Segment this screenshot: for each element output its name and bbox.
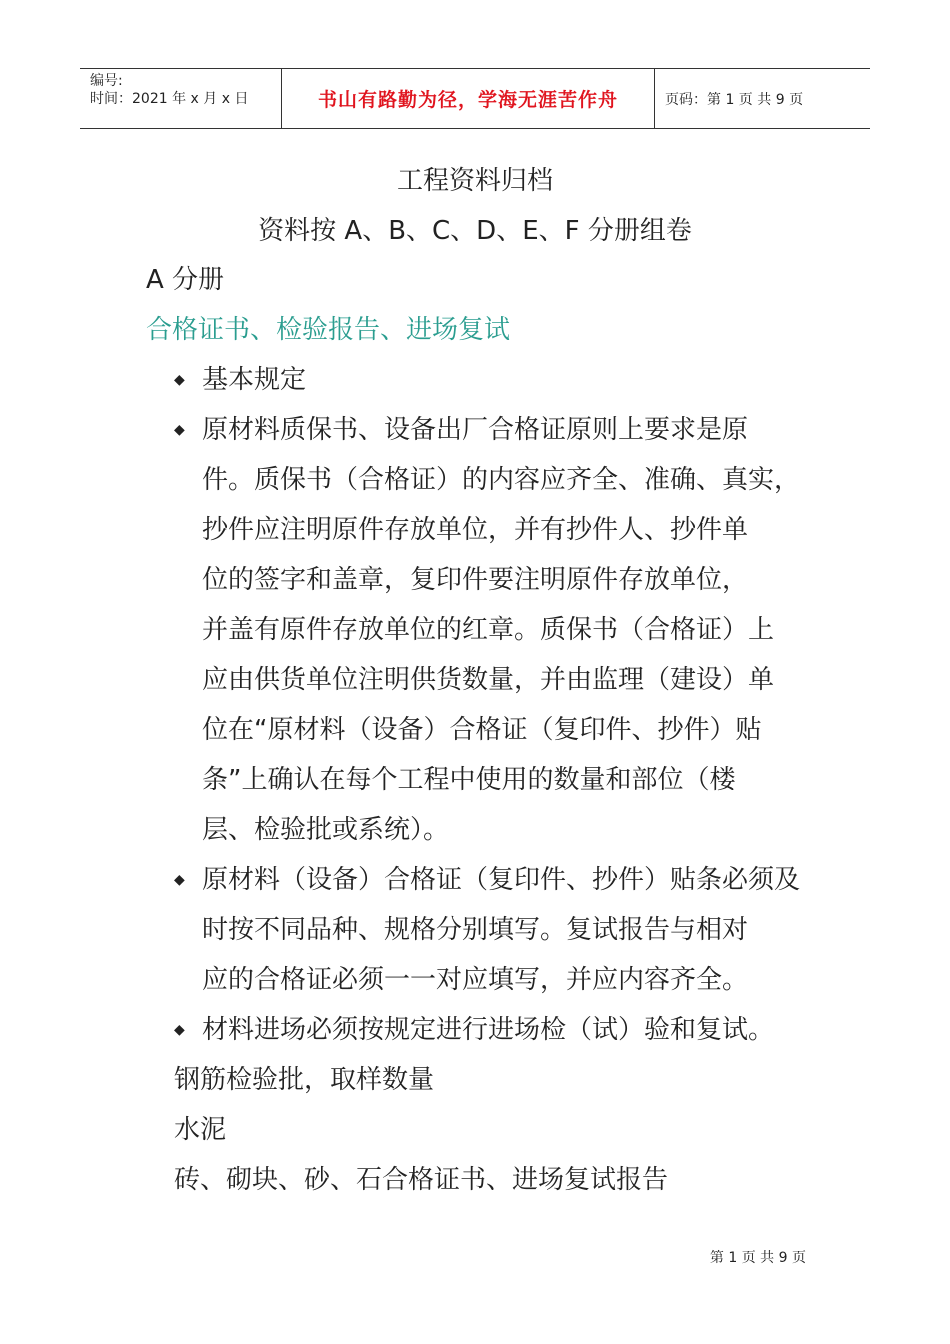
bullet-text-line: 抄件应注明原件存放单位，并有抄件人、抄件单	[202, 515, 749, 545]
bullet-diamond-icon: ◆	[174, 372, 185, 388]
bullet-text-line: 件。质保书（合格证）的内容应齐全、准确、真实，	[202, 465, 801, 495]
header-time-label: 时间：2021 年 x 月 x 日	[90, 91, 249, 107]
header-meta-cell	[80, 69, 282, 128]
bullet-diamond-icon: ◆	[174, 422, 185, 438]
bullet-text-line: 并盖有原件存放单位的红章。质保书（合格证）上	[202, 615, 775, 645]
bullet-text-line: 条”上确认在每个工程中使用的数量和部位（楼	[202, 765, 736, 795]
section-heading: 合格证书、检验报告、进场复试	[146, 315, 511, 345]
bullet-text-line: 时按不同品种、规格分别填写。复试报告与相对	[202, 915, 749, 945]
bullet-text-line: 应的合格证必须一一对应填写，并应内容齐全。	[202, 965, 749, 995]
header-page-info: 页码：第 1 页 共 9 页	[665, 91, 804, 108]
bullet-text-line: 位在“原材料（设备）合格证（复印件、抄件）贴	[202, 715, 762, 745]
header-motto: 书山有路勤为径，学海无涯苦作舟	[317, 89, 618, 111]
bullet-text-line: 原材料（设备）合格证（复印件、抄件）贴条必须及	[202, 865, 801, 895]
bullet-text-line: 位的签字和盖章，复印件要注明原件存放单位，	[202, 565, 749, 595]
bullet-diamond-icon: ◆	[174, 1022, 185, 1038]
bullet-text-line: 材料进场必须按规定进行进场检（试）验和复试。	[202, 1015, 775, 1045]
bullet-text-line: 基本规定	[202, 365, 307, 395]
plain-item: 水泥	[174, 1115, 227, 1145]
document-title: 工程资料归档	[396, 166, 553, 196]
plain-item: 砖、砌块、砂、石合格证书、进场复试报告	[174, 1165, 669, 1195]
page-header	[80, 68, 870, 129]
header-page-cell	[655, 69, 870, 128]
bullet-text-line: 原材料质保书、设备出厂合格证原则上要求是原	[202, 415, 749, 445]
plain-item: 钢筋检验批，取样数量	[174, 1065, 435, 1095]
bullet-diamond-icon: ◆	[174, 872, 185, 888]
bullet-text-line: 层、检验批或系统）。	[202, 815, 450, 845]
header-motto-cell	[282, 69, 655, 128]
document-subtitle: 资料按 A、B、C、D、E、F 分册组卷	[258, 216, 692, 246]
volume-label: A 分册	[146, 265, 225, 295]
header-number-label: 编号:	[90, 73, 123, 89]
page-footer: 第 1 页 共 9 页	[709, 1250, 806, 1266]
bullet-text-line: 应由供货单位注明供货数量，并由监理（建设）单	[202, 665, 775, 695]
